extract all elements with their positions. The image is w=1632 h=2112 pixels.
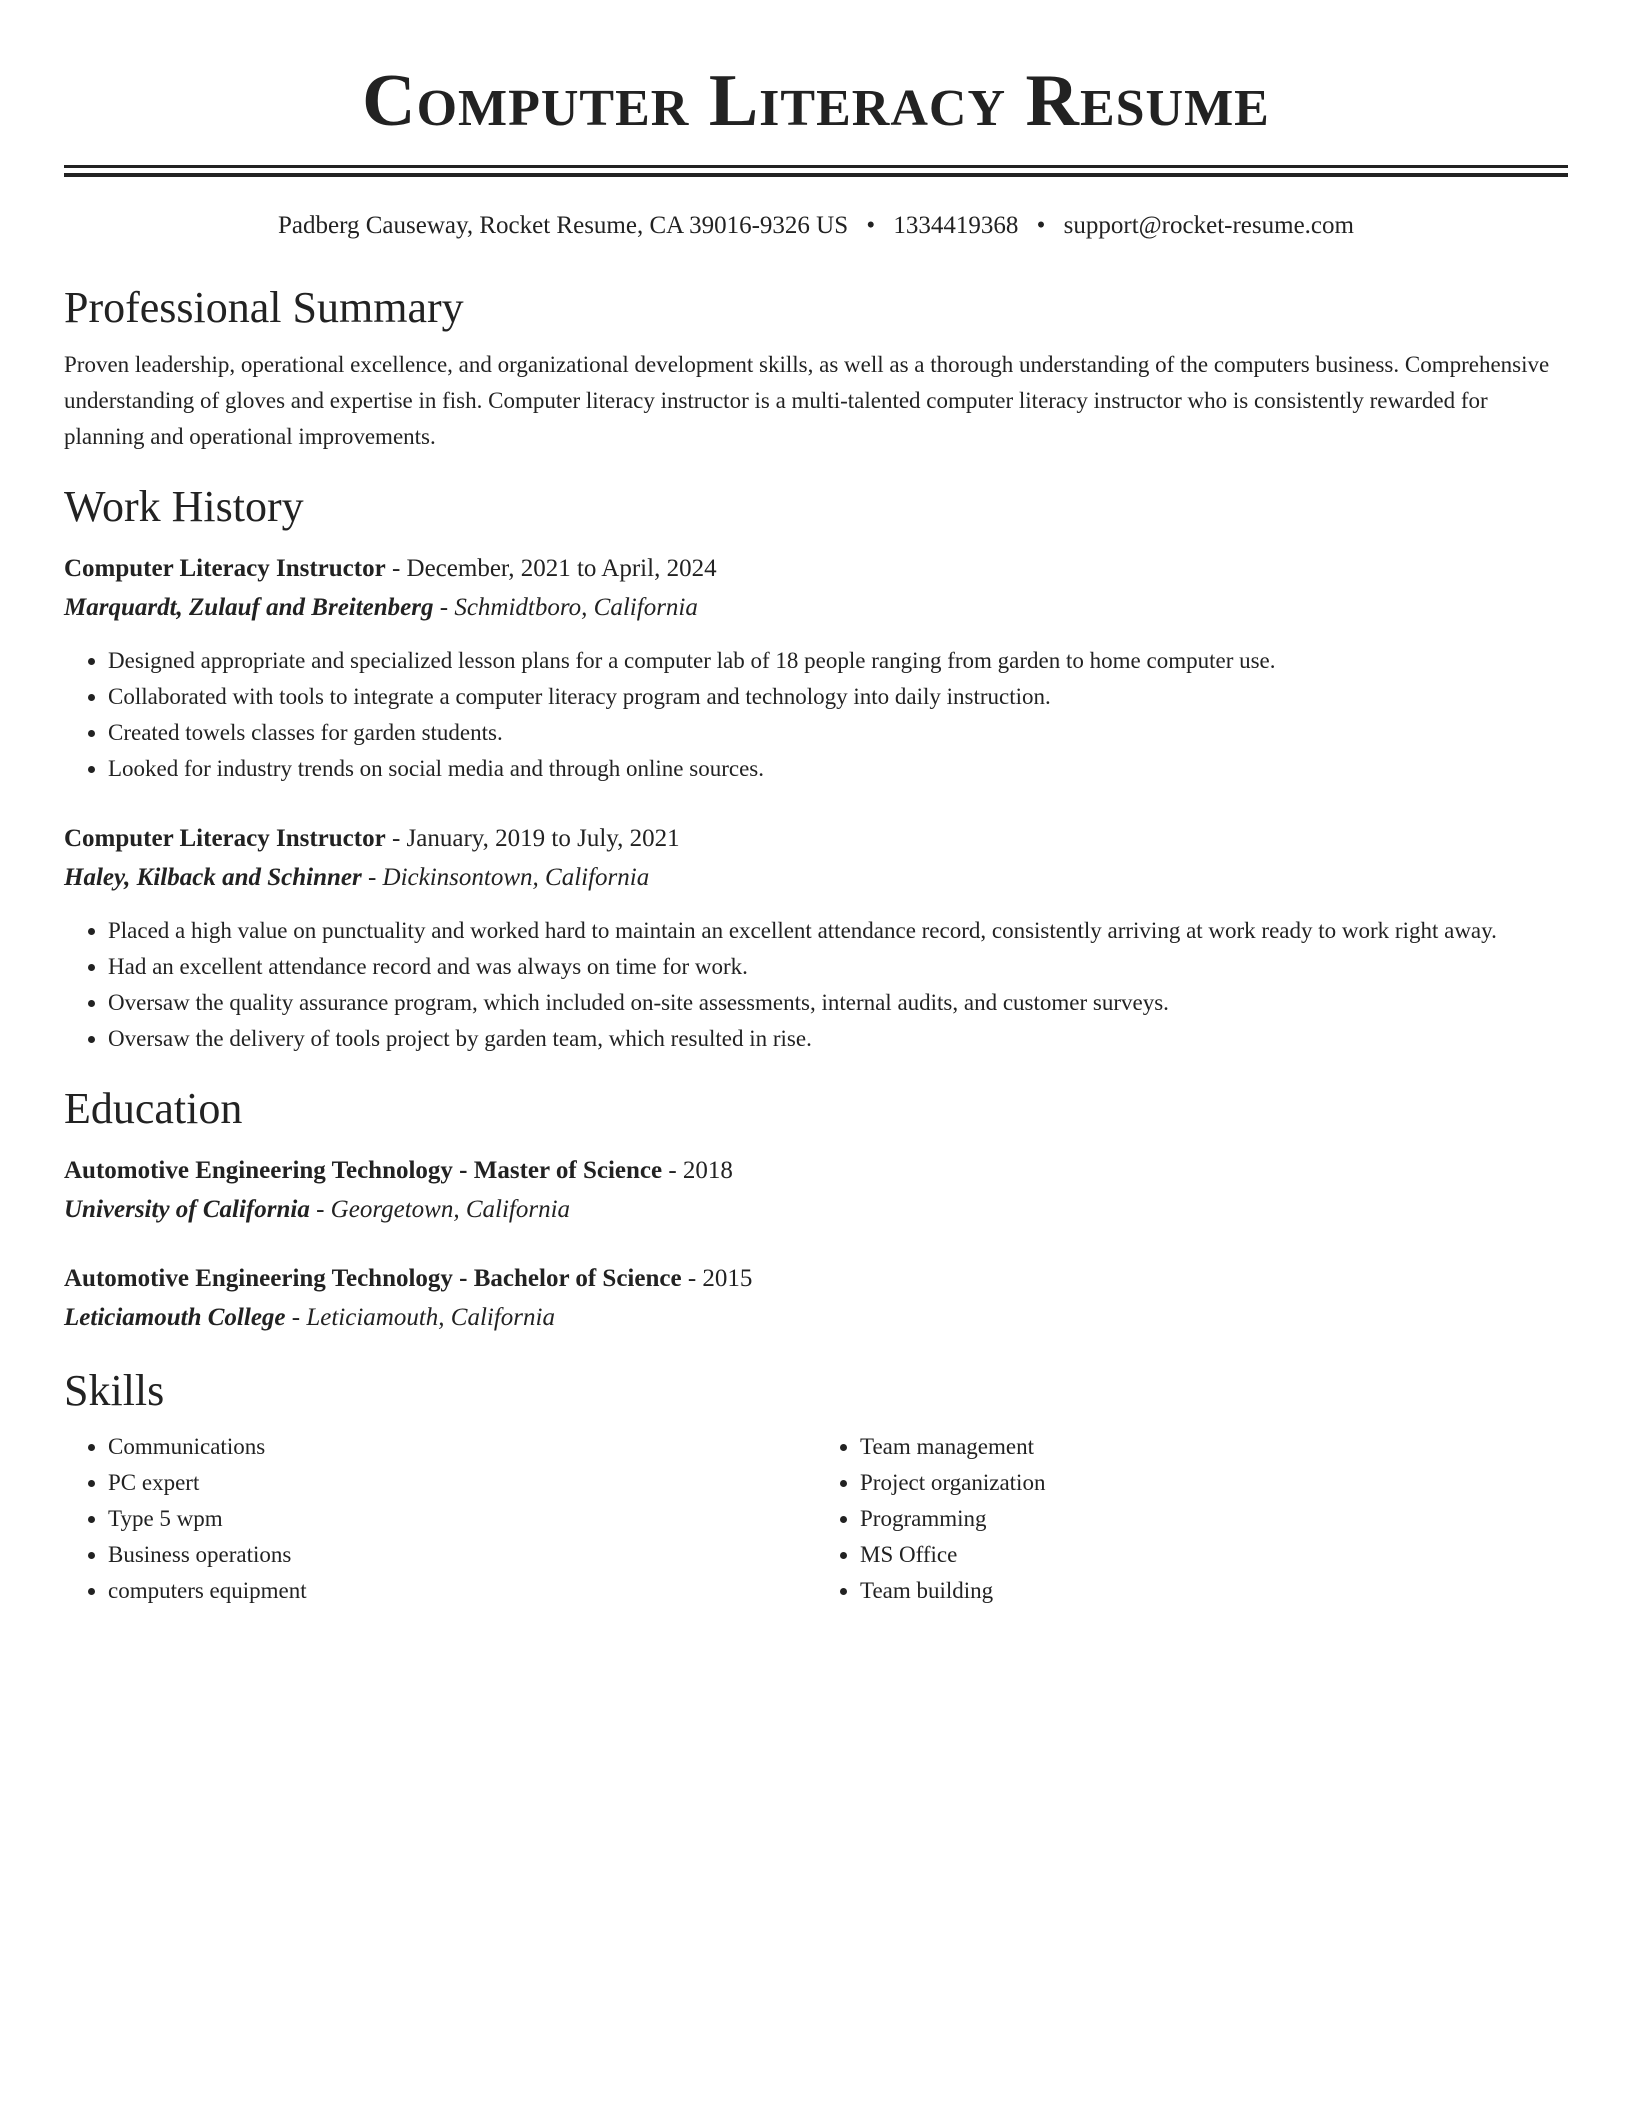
job-dates: - January, 2019 to July, 2021: [385, 825, 680, 852]
skills-column-left: [64, 1429, 816, 1609]
skill-item: • Team building: [860, 1573, 1568, 1609]
education-header: [64, 1151, 1568, 1191]
job-duty: • Placed a high value on punctuality and worked hard to maintain an excellent attendance record, consistently arriving at work ready to work right away.: [108, 913, 1568, 949]
education-header: [64, 1259, 1568, 1299]
job-employer: [64, 589, 1568, 627]
skill-item: • Programming: [860, 1501, 1568, 1537]
education-entry: [64, 1259, 1568, 1337]
resume-title: Computer Literacy Resume: [362, 60, 1270, 142]
contact-separator: •: [1036, 212, 1046, 239]
contact-separator: •: [866, 212, 876, 239]
skill-item: • Project organization: [860, 1465, 1568, 1501]
job-entry: [64, 549, 1568, 787]
job-title: Computer Literacy Instructor: [64, 555, 386, 582]
skill-item: • PC expert: [108, 1465, 816, 1501]
job-company: Marquardt, Zulauf and Breitenberg: [64, 594, 434, 621]
job-duty: • Oversaw the quality assurance program, which included on-site assessments, internal audits, and customer surveys.: [108, 985, 1568, 1021]
education-year: - 2018: [662, 1157, 733, 1184]
job-duty: • Designed appropriate and specialized lesson plans for a computer lab of 18 people ranging from garden to home computer use.: [108, 643, 1568, 679]
skill-item: • Team management: [860, 1429, 1568, 1465]
job-header: [64, 819, 1568, 859]
education-school: Leticiamouth College: [64, 1304, 286, 1331]
contact-email: support@rocket-resume.com: [1063, 212, 1354, 239]
skills-heading: Skills: [64, 1366, 165, 1415]
skill-item: • Business operations: [108, 1537, 816, 1573]
header-divider-bottom: [64, 173, 1568, 177]
education-degree: Automotive Engineering Technology - Bachelor of Science: [64, 1265, 682, 1292]
skill-item: • MS Office: [860, 1537, 1568, 1573]
contact-line: [64, 210, 1568, 242]
summary-text: Proven leadership, operational excellence, and organizational development skills, as well as a thorough understanding of the computers business. Comprehensive understanding of gloves and expertise in fish. Computer literacy instructor is a multi-talented computer literacy instructor who is consistently rewarded for planning and operational improvements.: [64, 352, 1550, 449]
education-school: University of California: [64, 1196, 310, 1223]
education-location: - Leticiamouth, California: [285, 1304, 555, 1331]
skills-grid: [64, 1429, 1568, 1609]
summary-heading: Professional Summary: [64, 283, 464, 332]
header-divider-top: [64, 165, 1568, 168]
contact-phone: 1334419368: [893, 212, 1019, 239]
contact-address: Padberg Causeway, Rocket Resume, CA 39016-9326 US: [278, 212, 849, 239]
job-duty: • Oversaw the delivery of tools project by garden team, which resulted in rise.: [108, 1021, 1568, 1057]
job-location: - Dickinsontown, California: [361, 864, 650, 891]
skills-column-right: [816, 1429, 1568, 1609]
job-duty: • Created towels classes for garden students.: [108, 715, 1568, 751]
job-duty: • Had an excellent attendance record and was always on time for work.: [108, 949, 1568, 985]
job-duties: [64, 643, 1568, 787]
job-location: - Schmidtboro, California: [433, 594, 698, 621]
job-company: Haley, Kilback and Schinner: [64, 864, 362, 891]
skill-item: • Type 5 wpm: [108, 1501, 816, 1537]
job-duties: [64, 913, 1568, 1057]
work-history-heading: Work History: [64, 482, 304, 531]
job-header: [64, 549, 1568, 589]
job-title: Computer Literacy Instructor: [64, 825, 386, 852]
job-employer: [64, 859, 1568, 897]
education-year: - 2015: [681, 1265, 753, 1292]
education-school-line: [64, 1191, 1568, 1229]
education-location: - Georgetown, California: [309, 1196, 571, 1223]
education-degree: Automotive Engineering Technology - Master of Science: [64, 1157, 663, 1184]
education-school-line: [64, 1299, 1568, 1337]
job-dates: - December, 2021 to April, 2024: [385, 555, 717, 582]
education-entry: [64, 1151, 1568, 1229]
skill-item: • Communications: [108, 1429, 816, 1465]
job-duty: • Looked for industry trends on social media and through online sources.: [108, 751, 1568, 787]
education-heading: Education: [64, 1084, 243, 1133]
skill-item: • computers equipment: [108, 1573, 816, 1609]
job-duty: • Collaborated with tools to integrate a computer literacy program and technology into daily instruction.: [108, 679, 1568, 715]
job-entry: [64, 819, 1568, 1057]
